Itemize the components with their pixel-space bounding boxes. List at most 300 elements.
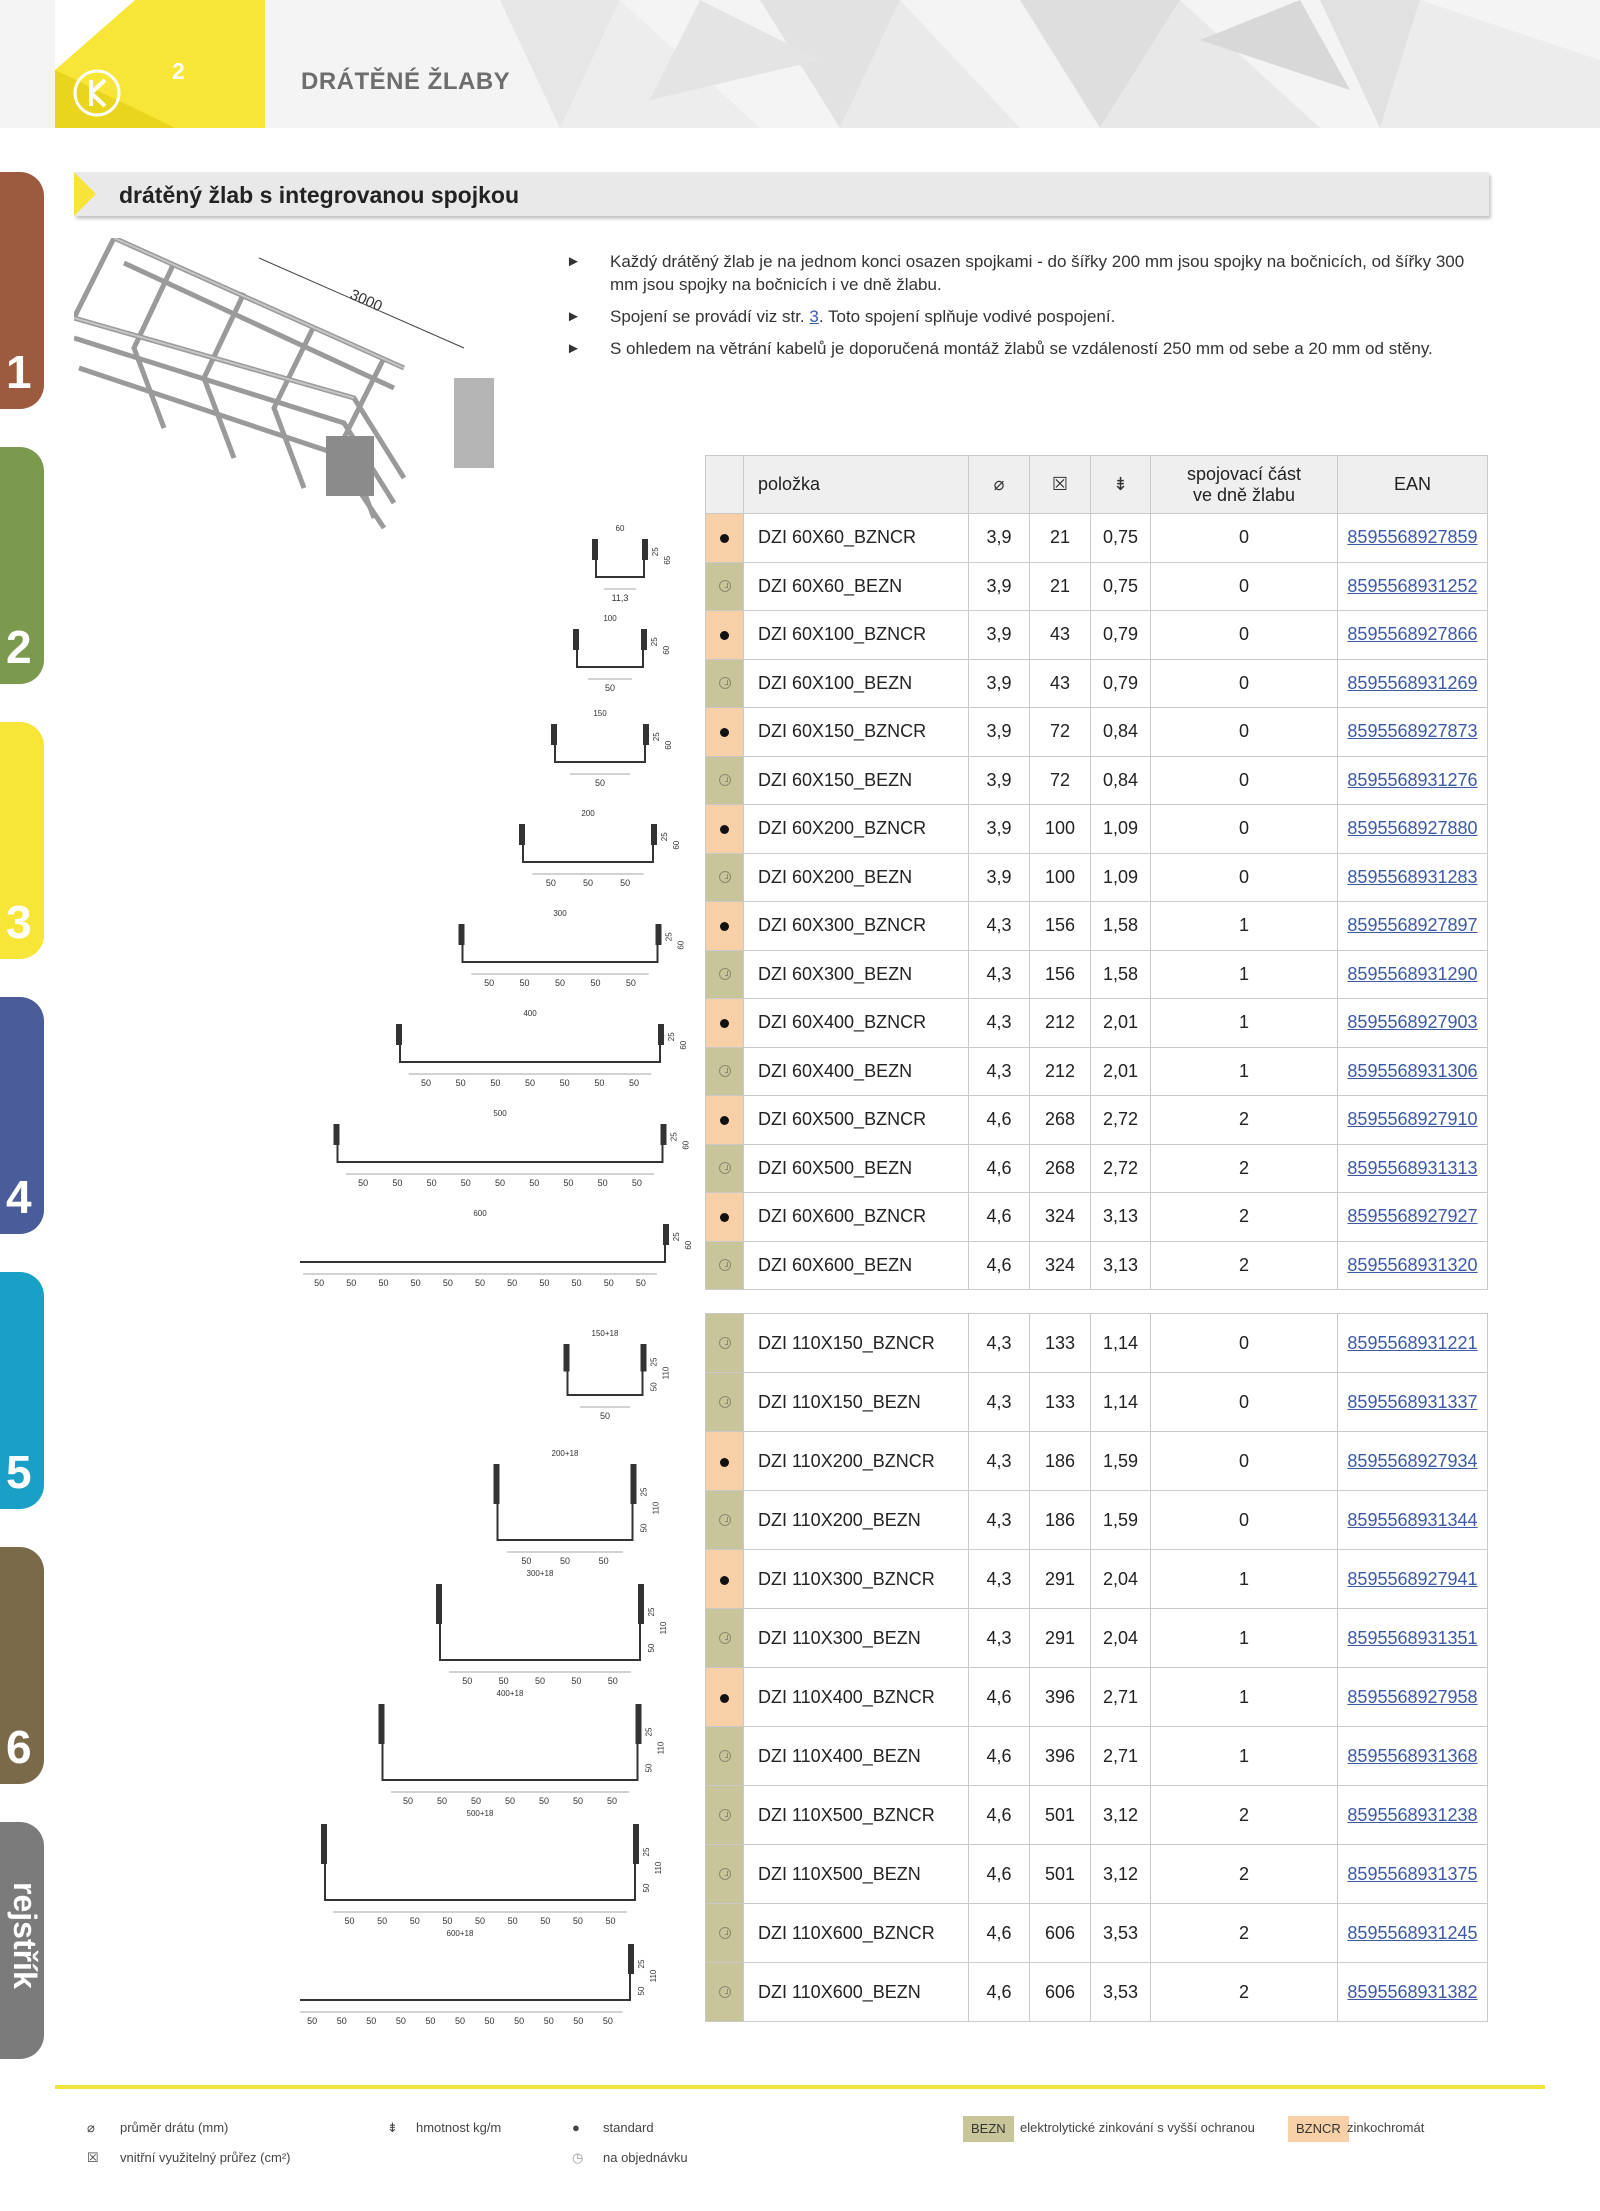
wire-diameter: 4,3 bbox=[969, 1373, 1030, 1432]
dimension-label: 25 bbox=[637, 1959, 646, 1969]
ean-link[interactable]: 8595568931306 bbox=[1347, 1060, 1478, 1081]
wire-diameter: 4,6 bbox=[969, 1193, 1030, 1242]
item-name: DZI 60X600_BZNCR bbox=[744, 1193, 969, 1242]
table-row bbox=[706, 1096, 1488, 1145]
ean-code bbox=[1338, 1727, 1488, 1786]
dimension-label: 50 bbox=[521, 1556, 532, 1566]
ean-link[interactable]: 8595568927880 bbox=[1347, 818, 1478, 839]
weight: 1,58 bbox=[1091, 950, 1151, 999]
item-name: DZI 60X60_BZNCR bbox=[744, 514, 969, 563]
dimension-label: 50 bbox=[594, 1078, 605, 1088]
col-connector: spojovací část ve dně žlabu bbox=[1151, 456, 1338, 514]
standard-dot-icon bbox=[720, 1116, 729, 1125]
standard-dot-icon bbox=[706, 999, 744, 1048]
ean-link[interactable]: 8595568931382 bbox=[1347, 1981, 1478, 2002]
connector-count: 1 bbox=[1151, 1550, 1338, 1609]
connector-count: 1 bbox=[1151, 1047, 1338, 1096]
dimension-label: 50 bbox=[366, 2016, 377, 2026]
on-order-clock-icon bbox=[706, 1241, 744, 1290]
item-name: DZI 60X300_BZNCR bbox=[744, 902, 969, 951]
ean-link[interactable]: 8595568927958 bbox=[1347, 1686, 1478, 1707]
item-name: DZI 110X500_BEZN bbox=[744, 1845, 969, 1904]
on-order-clock-icon bbox=[719, 1750, 731, 1762]
table-row bbox=[706, 659, 1488, 708]
dimension-label: 11,3 bbox=[611, 593, 629, 603]
dimension-label: 25 bbox=[669, 1132, 679, 1142]
wire-diameter: 3,9 bbox=[969, 756, 1030, 805]
ean-code bbox=[1338, 1314, 1488, 1373]
dimension-label: 25 bbox=[660, 832, 669, 842]
table-row bbox=[706, 1047, 1488, 1096]
on-order-clock-icon bbox=[719, 968, 731, 980]
dimension-label: 50 bbox=[597, 1178, 608, 1188]
standard-dot-icon bbox=[720, 534, 729, 543]
ean-link[interactable]: 8595568931344 bbox=[1347, 1509, 1478, 1530]
item-name: DZI 110X500_BZNCR bbox=[744, 1786, 969, 1845]
weight: 2,71 bbox=[1091, 1668, 1151, 1727]
dimension-label: 60 bbox=[684, 1240, 693, 1250]
weight: 1,59 bbox=[1091, 1491, 1151, 1550]
ean-code bbox=[1338, 1373, 1488, 1432]
dimension-label: 50 bbox=[559, 1078, 570, 1088]
dimension-label: 25 bbox=[644, 1727, 654, 1737]
weight: 0,79 bbox=[1091, 611, 1151, 660]
ean-link[interactable]: 8595568931320 bbox=[1347, 1254, 1478, 1275]
wire-diameter: 4,3 bbox=[969, 1432, 1030, 1491]
ean-link[interactable]: 8595568931221 bbox=[1347, 1332, 1478, 1353]
on-order-clock-icon bbox=[719, 1337, 731, 1349]
on-order-clock-icon bbox=[706, 1373, 744, 1432]
tray-profile-drawing bbox=[564, 1329, 671, 1421]
dimension-label: 25 bbox=[649, 1357, 659, 1367]
on-order-clock-icon bbox=[706, 1786, 744, 1845]
dimension-label: 50 bbox=[378, 1278, 389, 1288]
tray-profile-drawing bbox=[573, 614, 671, 693]
dimension-label: 50 bbox=[594, 778, 606, 788]
chapter-tab-5[interactable]: 5 bbox=[0, 1272, 44, 1509]
on-order-clock-icon bbox=[719, 677, 731, 689]
standard-dot-icon bbox=[706, 1550, 744, 1609]
item-name: DZI 110X150_BZNCR bbox=[744, 1314, 969, 1373]
dimension-label: 25 bbox=[672, 1232, 681, 1242]
footer-divider bbox=[55, 2085, 1545, 2089]
legend-bezn: elektrolytické zinkování s vyšší ochranou bbox=[1020, 2120, 1255, 2135]
table-row bbox=[706, 950, 1488, 999]
dimension-label: 50 bbox=[462, 1676, 473, 1686]
tray-profile-drawing bbox=[334, 1109, 691, 1188]
ean-code bbox=[1338, 805, 1488, 854]
on-order-clock-icon bbox=[706, 756, 744, 805]
table-row bbox=[706, 902, 1488, 951]
standard-dot-icon bbox=[706, 1193, 744, 1242]
ean-link[interactable]: 8595568927903 bbox=[1347, 1012, 1478, 1033]
connector-count: 1 bbox=[1151, 1609, 1338, 1668]
on-order-clock-icon bbox=[706, 1963, 744, 2022]
item-name: DZI 60X60_BEZN bbox=[744, 562, 969, 611]
on-order-clock-icon bbox=[719, 1927, 731, 1939]
on-order-clock-icon bbox=[719, 1259, 731, 1271]
dimension-label: 500+18 bbox=[466, 1809, 494, 1818]
dimension-label: 600+18 bbox=[446, 1929, 474, 1938]
dimension-label: 50 bbox=[573, 2016, 584, 2026]
dimension-label: 50 bbox=[649, 1382, 659, 1392]
connector-count: 0 bbox=[1151, 756, 1338, 805]
ean-link[interactable]: 8595568931313 bbox=[1347, 1157, 1478, 1178]
dimension-label: 50 bbox=[346, 1278, 357, 1288]
dimension-label: 50 bbox=[519, 978, 530, 988]
tray-profile-drawing bbox=[436, 1569, 668, 1686]
dimension-label: 50 bbox=[644, 1763, 654, 1773]
dimension-label: 50 bbox=[470, 1796, 482, 1806]
ean-code bbox=[1338, 514, 1488, 563]
dimension-label: 50 bbox=[534, 1676, 546, 1686]
dimension-label: 50 bbox=[454, 2016, 466, 2026]
ean-code bbox=[1338, 1193, 1488, 1242]
bullet-arrow-icon: ► bbox=[566, 340, 581, 357]
connector-count: 2 bbox=[1151, 1786, 1338, 1845]
dimension-label: 110 bbox=[649, 1969, 658, 1983]
dimension-label: 60 bbox=[662, 645, 671, 655]
ean-link[interactable]: 8595568927866 bbox=[1347, 624, 1478, 645]
weight: 1,14 bbox=[1091, 1314, 1151, 1373]
standard-dot-icon bbox=[720, 728, 729, 737]
ean-link[interactable]: 8595568931276 bbox=[1347, 769, 1478, 790]
ean-link[interactable]: 8595568931368 bbox=[1347, 1745, 1478, 1766]
tray-profile-drawing bbox=[551, 709, 673, 788]
dimension-label: 200+18 bbox=[551, 1449, 579, 1458]
weight: 0,75 bbox=[1091, 514, 1151, 563]
on-order-clock-icon bbox=[706, 1314, 744, 1373]
ean-link[interactable]: 8595568927927 bbox=[1347, 1206, 1478, 1227]
legend-bezn-badge: BEZN bbox=[963, 2116, 1014, 2142]
cross-section: 324 bbox=[1030, 1193, 1091, 1242]
dimension-label: 50 bbox=[436, 1796, 448, 1806]
standard-dot-icon bbox=[706, 514, 744, 563]
profile-drawings bbox=[300, 520, 700, 2040]
dimension-label: 150+18 bbox=[591, 1329, 619, 1338]
dimension-label: 65 bbox=[663, 555, 672, 565]
dimension-label: 50 bbox=[607, 1676, 618, 1686]
dimension-label: 50 bbox=[545, 878, 556, 888]
wire-diameter: 3,9 bbox=[969, 659, 1030, 708]
connector-icon bbox=[326, 436, 374, 496]
dimension-label: 50 bbox=[620, 878, 631, 888]
ean-code bbox=[1338, 659, 1488, 708]
table-row bbox=[706, 1432, 1488, 1491]
dimension-label: 50 bbox=[635, 1278, 646, 1288]
dimension-label: 50 bbox=[637, 1986, 646, 1996]
connector-count: 0 bbox=[1151, 514, 1338, 563]
dimension-label: 50 bbox=[358, 1178, 369, 1188]
cross-section: 72 bbox=[1030, 708, 1091, 757]
dimension-label: 50 bbox=[484, 978, 495, 988]
wire-diameter: 3,9 bbox=[969, 805, 1030, 854]
item-name: DZI 110X400_BEZN bbox=[744, 1727, 969, 1786]
table-row bbox=[706, 1609, 1488, 1668]
ean-link[interactable]: 8595568931351 bbox=[1347, 1627, 1478, 1648]
dimension-label: 50 bbox=[409, 1916, 420, 1926]
dimension-label: 50 bbox=[474, 1916, 486, 1926]
dimension-label: 25 bbox=[650, 637, 659, 647]
dimension-label: 50 bbox=[602, 2016, 613, 2026]
legend-order-icon: ◷ bbox=[572, 2150, 584, 2165]
ean-link[interactable]: 8595568927859 bbox=[1347, 527, 1478, 548]
legend-weight: hmotnost kg/m bbox=[416, 2120, 502, 2135]
dimension-label: 50 bbox=[590, 978, 601, 988]
item-name: DZI 60X500_BEZN bbox=[744, 1144, 969, 1193]
on-order-clock-icon bbox=[706, 562, 744, 611]
ean-link[interactable]: 8595568931245 bbox=[1347, 1922, 1478, 1943]
dimension-label: 50 bbox=[395, 2016, 406, 2026]
cross-section: 396 bbox=[1030, 1668, 1091, 1727]
dimension-label: 50 bbox=[625, 978, 636, 988]
table-row bbox=[706, 1963, 1488, 2022]
table-row bbox=[706, 756, 1488, 805]
cross-section: 268 bbox=[1030, 1144, 1091, 1193]
weight: 1,58 bbox=[1091, 902, 1151, 951]
dimension-label: 50 bbox=[490, 1078, 501, 1088]
cross-section: 72 bbox=[1030, 756, 1091, 805]
connector-count: 2 bbox=[1151, 1241, 1338, 1290]
ean-code bbox=[1338, 1963, 1488, 2022]
ean-code bbox=[1338, 1845, 1488, 1904]
bullet-arrow-icon: ► bbox=[566, 308, 581, 325]
section-heading: drátěný žlab s integrovanou spojkou bbox=[119, 182, 520, 208]
dimension-label: 60 bbox=[679, 1040, 688, 1050]
wire-diameter: 4,6 bbox=[969, 1786, 1030, 1845]
page-badge bbox=[55, 0, 265, 128]
item-name: DZI 60X400_BEZN bbox=[744, 1047, 969, 1096]
dimension-label: 50 bbox=[647, 1643, 656, 1653]
cross-section: 186 bbox=[1030, 1432, 1091, 1491]
wire-diameter: 4,6 bbox=[969, 1241, 1030, 1290]
dimension-label: 50 bbox=[539, 1278, 550, 1288]
dimension-label: 60 bbox=[681, 1140, 691, 1150]
dimension-label: 50 bbox=[572, 1796, 584, 1806]
wire-diameter: 3,9 bbox=[969, 611, 1030, 660]
dimension-label: 300 bbox=[553, 909, 567, 918]
ean-link[interactable]: 8595568931375 bbox=[1347, 1863, 1478, 1884]
weight: 1,59 bbox=[1091, 1432, 1151, 1491]
item-name: DZI 110X200_BEZN bbox=[744, 1491, 969, 1550]
chapter-tab-1[interactable]: 1 bbox=[0, 172, 44, 409]
ean-link[interactable]: 8595568931252 bbox=[1347, 575, 1478, 596]
cross-section: 291 bbox=[1030, 1550, 1091, 1609]
legend-diameter-icon: ⌀ bbox=[87, 2120, 95, 2135]
legend-diameter: průměr drátu (mm) bbox=[120, 2120, 229, 2135]
chapter-tab-index[interactable]: rejstřík bbox=[0, 1822, 44, 2059]
wire-diameter: 4,3 bbox=[969, 950, 1030, 999]
dimension-label: 50 bbox=[571, 1278, 582, 1288]
table-row bbox=[706, 708, 1488, 757]
ean-code bbox=[1338, 1668, 1488, 1727]
ean-link[interactable]: 8595568927897 bbox=[1347, 915, 1478, 936]
ean-code bbox=[1338, 1491, 1488, 1550]
ean-link[interactable]: 8595568927941 bbox=[1347, 1568, 1478, 1589]
col-ean: EAN bbox=[1338, 456, 1488, 514]
on-order-clock-icon bbox=[719, 1868, 731, 1880]
connector-count: 0 bbox=[1151, 562, 1338, 611]
dimension-label: 400 bbox=[523, 1009, 537, 1018]
item-name: DZI 110X600_BEZN bbox=[744, 1963, 969, 2022]
weight: 3,12 bbox=[1091, 1845, 1151, 1904]
cross-section: 133 bbox=[1030, 1373, 1091, 1432]
dimension-label: 50 bbox=[529, 1178, 540, 1188]
ean-link[interactable]: 8595568927934 bbox=[1347, 1450, 1478, 1471]
on-order-clock-icon bbox=[706, 950, 744, 999]
dimension-label: 110 bbox=[661, 1366, 671, 1380]
page-title: DRÁTĚNÉ ŽLABY bbox=[301, 68, 511, 95]
dimension-label: 60 bbox=[672, 840, 681, 850]
col-item: položka bbox=[744, 456, 969, 514]
ean-link[interactable]: 8595568927873 bbox=[1347, 721, 1478, 742]
standard-dot-icon bbox=[720, 825, 729, 834]
cross-section: 291 bbox=[1030, 1609, 1091, 1668]
connector-count: 0 bbox=[1151, 611, 1338, 660]
feature-item: ► Spojení se provádí viz str. 3. Toto spojení splňuje vodivé pospojení. bbox=[566, 307, 1116, 326]
item-name: DZI 60X100_BZNCR bbox=[744, 611, 969, 660]
connector-count: 1 bbox=[1151, 999, 1338, 1048]
cross-section: 21 bbox=[1030, 514, 1091, 563]
legend-order: na objednávku bbox=[603, 2150, 688, 2165]
ean-code bbox=[1338, 1904, 1488, 1963]
chapter-tab-4[interactable]: 4 bbox=[0, 997, 44, 1234]
item-name: DZI 110X300_BZNCR bbox=[744, 1550, 969, 1609]
dimension-label: 50 bbox=[604, 683, 616, 693]
ean-link[interactable]: 8595568931337 bbox=[1347, 1391, 1478, 1412]
tray-profile-drawing bbox=[321, 1809, 663, 1926]
weight: 3,13 bbox=[1091, 1193, 1151, 1242]
section-marker-icon bbox=[74, 172, 96, 216]
connector-count: 0 bbox=[1151, 1491, 1338, 1550]
item-name: DZI 60X200_BZNCR bbox=[744, 805, 969, 854]
dimension-label: 500 bbox=[493, 1109, 507, 1118]
on-order-clock-icon bbox=[719, 1065, 731, 1077]
table-row bbox=[706, 1491, 1488, 1550]
dimension-label: 50 bbox=[504, 1796, 516, 1806]
wire-diameter: 3,9 bbox=[969, 853, 1030, 902]
ean-link[interactable]: 8595568927910 bbox=[1347, 1109, 1478, 1130]
table-row bbox=[706, 1373, 1488, 1432]
tray-profile-drawing bbox=[396, 1009, 688, 1088]
dimension-label: 110 bbox=[654, 1861, 663, 1875]
dimension-label: 50 bbox=[494, 1178, 506, 1188]
connector-count: 2 bbox=[1151, 1193, 1338, 1242]
legend-weight-icon: ⇟ bbox=[387, 2120, 398, 2135]
diameter-icon: ⌀ bbox=[969, 456, 1030, 514]
cross-section: 186 bbox=[1030, 1491, 1091, 1550]
on-order-clock-icon bbox=[706, 659, 744, 708]
wire-diameter: 4,6 bbox=[969, 1096, 1030, 1145]
ean-code bbox=[1338, 902, 1488, 951]
table-row bbox=[706, 1144, 1488, 1193]
ean-link[interactable]: 8595568931283 bbox=[1347, 866, 1478, 887]
on-order-clock-icon bbox=[719, 774, 731, 786]
on-order-clock-icon bbox=[719, 1986, 731, 1998]
table-row bbox=[706, 611, 1488, 660]
cross-section: 21 bbox=[1030, 562, 1091, 611]
dimension-label: 50 bbox=[639, 1523, 649, 1533]
dimension-label: 25 bbox=[642, 1847, 651, 1857]
standard-dot-icon bbox=[706, 1668, 744, 1727]
table-row bbox=[706, 1314, 1488, 1373]
standard-dot-icon bbox=[720, 922, 729, 931]
table-row bbox=[706, 1193, 1488, 1242]
ean-link[interactable]: 8595568931238 bbox=[1347, 1804, 1478, 1825]
on-order-clock-icon bbox=[706, 1727, 744, 1786]
item-name: DZI 110X150_BEZN bbox=[744, 1373, 969, 1432]
ean-code bbox=[1338, 853, 1488, 902]
dimension-label: 50 bbox=[507, 1278, 518, 1288]
cross-section: 501 bbox=[1030, 1786, 1091, 1845]
connector-count: 2 bbox=[1151, 1904, 1338, 1963]
weight: 3,12 bbox=[1091, 1786, 1151, 1845]
connector-count: 2 bbox=[1151, 1963, 1338, 2022]
weight: 1,14 bbox=[1091, 1373, 1151, 1432]
wire-diameter: 4,6 bbox=[969, 1904, 1030, 1963]
section-icon: ☒ bbox=[1030, 456, 1091, 514]
ean-link[interactable]: 8595568931269 bbox=[1347, 672, 1478, 693]
ean-link[interactable]: 8595568931290 bbox=[1347, 963, 1478, 984]
dimension-label: 50 bbox=[554, 978, 566, 988]
weight: 2,01 bbox=[1091, 1047, 1151, 1096]
on-order-clock-icon bbox=[719, 1632, 731, 1644]
standard-dot-icon bbox=[706, 805, 744, 854]
connector-count: 0 bbox=[1151, 708, 1338, 757]
ean-code bbox=[1338, 1786, 1488, 1845]
weight: 0,84 bbox=[1091, 708, 1151, 757]
on-order-clock-icon bbox=[706, 1609, 744, 1668]
cross-section: 212 bbox=[1030, 1047, 1091, 1096]
dimension-label: 25 bbox=[652, 732, 661, 742]
wire-diameter: 4,6 bbox=[969, 1668, 1030, 1727]
chapter-tab-3[interactable]: 3 bbox=[0, 722, 44, 959]
dimension-label: 150 bbox=[593, 709, 607, 718]
dimension-label: 50 bbox=[420, 1078, 432, 1088]
chapter-tab-6[interactable]: 6 bbox=[0, 1547, 44, 1784]
weight: 3,53 bbox=[1091, 1963, 1151, 2022]
table-row bbox=[706, 999, 1488, 1048]
cross-section: 133 bbox=[1030, 1314, 1091, 1373]
dimension-label: 300+18 bbox=[526, 1569, 554, 1578]
dimension-label: 50 bbox=[402, 1796, 414, 1806]
cross-section: 43 bbox=[1030, 659, 1091, 708]
dimension-label: 50 bbox=[559, 1556, 571, 1566]
dimension-label: 50 bbox=[605, 1916, 616, 1926]
connector-count: 2 bbox=[1151, 1144, 1338, 1193]
dimension-label: 50 bbox=[598, 1556, 609, 1566]
chapter-tab-2[interactable]: 2 bbox=[0, 447, 44, 684]
cross-section: 156 bbox=[1030, 902, 1091, 951]
dimension-label: 50 bbox=[336, 2016, 347, 2026]
dimension-label: 25 bbox=[647, 1607, 656, 1617]
section-heading-bar bbox=[74, 172, 1489, 216]
on-order-clock-icon bbox=[706, 853, 744, 902]
ean-code bbox=[1338, 999, 1488, 1048]
dimension-label: 50 bbox=[455, 1078, 466, 1088]
page-link[interactable]: 3 bbox=[809, 307, 819, 326]
dimension-label: 50 bbox=[392, 1178, 403, 1188]
dimension-label: 60 bbox=[676, 940, 686, 950]
dimension-label: 60 bbox=[615, 524, 625, 533]
dimension-label: 50 bbox=[543, 2016, 554, 2026]
connector-count: 2 bbox=[1151, 1845, 1338, 1904]
connector-count: 2 bbox=[1151, 1096, 1338, 1145]
wire-diameter: 4,3 bbox=[969, 1550, 1030, 1609]
item-name: DZI 60X600_BEZN bbox=[744, 1241, 969, 1290]
weight: 2,04 bbox=[1091, 1550, 1151, 1609]
dimension-label: 50 bbox=[582, 878, 594, 888]
